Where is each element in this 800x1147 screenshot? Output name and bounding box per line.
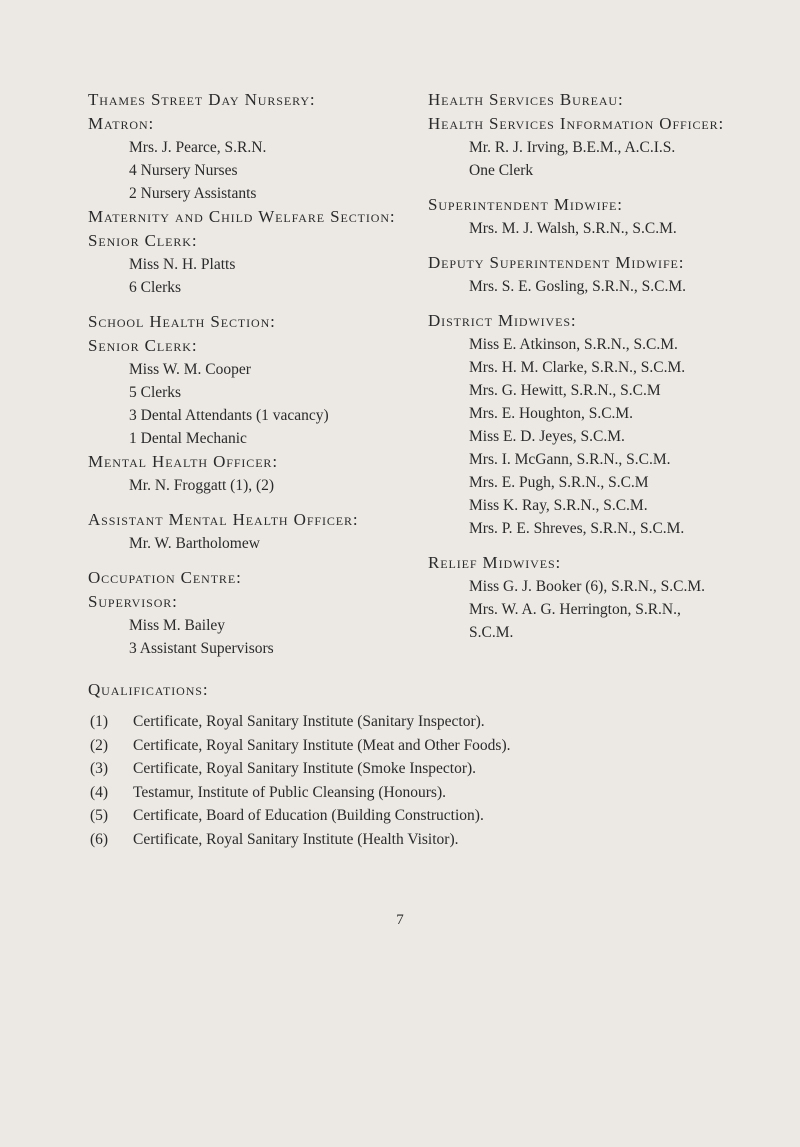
occupation-centre-heading: Occupation Centre: [88, 568, 242, 587]
qualification-number: (6) [90, 830, 109, 848]
qualification-text: Certificate, Royal Sanitary Institute (Meat and Other Foods). [133, 736, 511, 754]
staff-line: Mr. N. Froggatt (1), (2) [129, 477, 275, 494]
school-health-heading: School Health Section: [88, 312, 276, 331]
staff-line: Mrs. I. McGann, S.R.N., S.C.M. [469, 451, 671, 468]
staff-line: Mr. W. Bartholomew [129, 535, 260, 552]
qualification-number: (4) [90, 783, 109, 801]
staff-line: Miss N. H. Platts [129, 256, 236, 273]
staff-line: Mrs. H. M. Clarke, S.R.N., S.C.M. [469, 359, 686, 376]
staff-line: Miss M. Bailey [129, 617, 226, 634]
qualification-number: (5) [90, 807, 109, 824]
qualification-item [88, 757, 768, 781]
staff-line: 6 Clerks [129, 279, 182, 296]
qualification-item [88, 734, 768, 758]
staff-line: S.C.M. [469, 624, 514, 641]
relief-midwives-heading: Relief Midwives: [428, 553, 562, 572]
staff-line: Mrs. P. E. Shreves, S.R.N., S.C.M. [469, 520, 685, 537]
staff-line: 3 Assistant Supervisors [129, 640, 274, 657]
qualification-text: Certificate, Royal Sanitary Institute (Sanitary Inspector). [133, 713, 485, 730]
page-number: 7 [396, 912, 404, 928]
qualifications-heading: Qualifications: [88, 680, 209, 699]
assistant-mental-health-officer-heading: Assistant Mental Health Officer: [88, 510, 359, 529]
qualification-number: (1) [90, 713, 109, 730]
nursery-heading: Thames Street Day Nursery: [88, 90, 316, 109]
qualifications-section [88, 678, 768, 851]
staff-line: Mrs. W. A. G. Herrington, S.R.N., [469, 601, 681, 618]
deputy-superintendent-heading: Deputy Superintendent Midwife: [428, 253, 685, 272]
staff-line: Mrs. E. Houghton, S.C.M. [469, 405, 634, 422]
qualification-text: Certificate, Board of Education (Building Construction). [133, 807, 484, 824]
staff-line: 5 Clerks [129, 384, 182, 401]
supervisor-heading: Supervisor: [88, 592, 178, 611]
right-column [428, 88, 788, 644]
superintendent-midwife-heading: Superintendent Midwife: [428, 195, 623, 214]
senior-clerk-heading: Senior Clerk: [88, 231, 198, 250]
staff-line: 1 Dental Mechanic [129, 430, 247, 447]
qualification-number: (3) [90, 760, 109, 777]
qualification-item [88, 710, 768, 734]
staff-line: One Clerk [469, 162, 534, 179]
staff-line: 4 Nursery Nurses [129, 162, 238, 179]
left-column [88, 88, 396, 660]
staff-line: Miss G. J. Booker (6), S.R.N., S.C.M. [469, 578, 705, 595]
qualification-text: Testamur, Institute of Public Cleansing (Honours). [133, 783, 446, 801]
qualification-text: Certificate, Royal Sanitary Institute (Health Visitor). [133, 830, 459, 848]
qualification-item [88, 828, 768, 852]
staff-line: Mrs. M. J. Walsh, S.R.N., S.C.M. [469, 220, 677, 237]
bureau-heading: Health Services Bureau: [428, 90, 624, 109]
qualification-item [88, 804, 768, 828]
staff-line: 3 Dental Attendants (1 vacancy) [129, 407, 329, 424]
district-midwives-heading: District Midwives: [428, 311, 577, 330]
matron-heading: Matron: [88, 114, 155, 133]
qualification-text: Certificate, Royal Sanitary Institute (Smoke Inspector). [133, 760, 477, 777]
staff-line: Mrs. J. Pearce, S.R.N. [129, 139, 267, 156]
mental-health-officer-heading: Mental Health Officer: [88, 452, 278, 471]
staff-line: Miss W. M. Cooper [129, 361, 251, 378]
qualification-item [88, 781, 768, 805]
staff-line: Mr. R. J. Irving, B.E.M., A.C.I.S. [469, 139, 676, 156]
qualification-number: (2) [90, 736, 109, 754]
staff-line: Mrs. S. E. Gosling, S.R.N., S.C.M. [469, 278, 687, 295]
staff-line: Miss E. Atkinson, S.R.N., S.C.M. [469, 336, 678, 353]
staff-line: Miss E. D. Jeyes, S.C.M. [469, 428, 625, 445]
staff-line: 2 Nursery Assistants [129, 185, 257, 202]
senior-clerk-heading: Senior Clerk: [88, 336, 198, 355]
staff-line: Mrs. E. Pugh, S.R.N., S.C.M [469, 474, 649, 491]
info-officer-heading: Health Services Information Officer: [428, 114, 725, 133]
staff-line: Miss K. Ray, S.R.N., S.C.M. [469, 497, 648, 514]
staff-line: Mrs. G. Hewitt, S.R.N., S.C.M [469, 382, 661, 399]
maternity-section-heading: Maternity and Child Welfare Section: [88, 207, 396, 226]
